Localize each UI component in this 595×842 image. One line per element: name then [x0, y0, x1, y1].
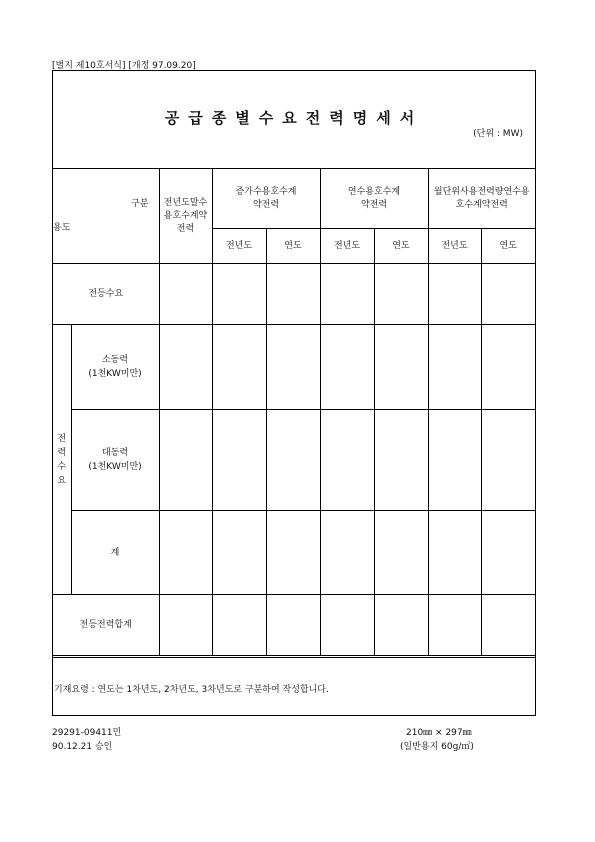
table-cell[interactable]	[212, 595, 266, 656]
approval-date: 90.12.21 승인	[52, 742, 113, 752]
table-cell[interactable]	[374, 595, 428, 656]
corner-label-usage: 용도	[53, 223, 71, 233]
row-note-large-power: (1천KW미만)	[88, 462, 142, 472]
subheader-prev: 전년도	[320, 229, 374, 264]
table-cell[interactable]	[212, 511, 266, 595]
table-cell[interactable]	[320, 511, 374, 595]
table-cell[interactable]	[428, 595, 481, 656]
table-cell[interactable]	[159, 410, 212, 511]
table-cell[interactable]	[212, 410, 266, 511]
instructions-note: 기재요령 : 연도는 1차년도, 2차년도, 3차년도로 구분하여 작성합니다.	[54, 685, 329, 695]
row-label-large-power: 대동력 (1천KW미만)	[71, 410, 159, 511]
subheader-year: 연도	[374, 229, 428, 264]
paper-spec: (일반용지 60g/㎡)	[400, 742, 474, 752]
col-annual-header: 연수용호수계약전력	[320, 169, 428, 229]
table-cell[interactable]	[374, 511, 428, 595]
row-note-small-power: (1천KW미만)	[88, 369, 142, 379]
paper-size: 210㎜ × 297㎜	[406, 728, 472, 738]
table-cell[interactable]	[374, 264, 428, 325]
table-cell[interactable]	[428, 264, 481, 325]
table-cell[interactable]	[481, 410, 535, 511]
row-label-grand-total: 전등전력합계	[53, 595, 159, 656]
table-cell[interactable]	[266, 410, 320, 511]
form-frame	[52, 70, 536, 716]
table-cell[interactable]	[428, 511, 481, 595]
table-cell[interactable]	[374, 410, 428, 511]
subheader-year: 연도	[266, 229, 320, 264]
table-cell[interactable]	[428, 325, 481, 410]
table-cell[interactable]	[428, 410, 481, 511]
table-cell[interactable]	[159, 264, 212, 325]
subheader-year: 연도	[481, 229, 535, 264]
note-divider	[53, 657, 535, 658]
table-cell[interactable]	[212, 325, 266, 410]
table-cell[interactable]	[481, 595, 535, 656]
row-group-power-demand: 전력수요	[53, 325, 71, 595]
table-cell[interactable]	[481, 264, 535, 325]
col-increase-header: 증가수용호수계약전력	[212, 169, 320, 229]
table-cell[interactable]	[266, 595, 320, 656]
table-cell[interactable]	[320, 410, 374, 511]
table-cell[interactable]	[481, 325, 535, 410]
document-title: 공급종별수요전력명세서	[164, 109, 424, 127]
table-cell[interactable]	[374, 325, 428, 410]
table-cell[interactable]	[266, 511, 320, 595]
subheader-prev: 전년도	[212, 229, 266, 264]
table-cell[interactable]	[159, 511, 212, 595]
table-cell[interactable]	[159, 325, 212, 410]
header-corner-cell	[53, 169, 159, 264]
form-number-note: [별지 제10호서식] [개정 97.09.20]	[52, 61, 196, 71]
table-cell[interactable]	[481, 511, 535, 595]
corner-label-category: 구분	[131, 199, 149, 209]
table-cell[interactable]	[212, 264, 266, 325]
table-cell[interactable]	[320, 264, 374, 325]
table-cell[interactable]	[320, 595, 374, 656]
form-code: 29291-09411민	[52, 728, 122, 738]
unit-label: (단위 : MW)	[473, 129, 523, 139]
subheader-prev: 전년도	[428, 229, 481, 264]
table-cell[interactable]	[266, 325, 320, 410]
row-label-subtotal: 계	[71, 511, 159, 595]
table-cell[interactable]	[266, 264, 320, 325]
row-label-lighting: 전등수요	[53, 264, 159, 325]
demand-table	[53, 168, 535, 656]
row-label-small-power: 소동력 (1천KW미만)	[71, 325, 159, 410]
col-monthly-header: 월단위사용전력량연수용호수계약전력	[428, 169, 535, 229]
table-cell[interactable]	[159, 595, 212, 656]
table-cell[interactable]	[320, 325, 374, 410]
col-prev-year-header: 전년도말수용호수계약전력	[159, 169, 212, 264]
